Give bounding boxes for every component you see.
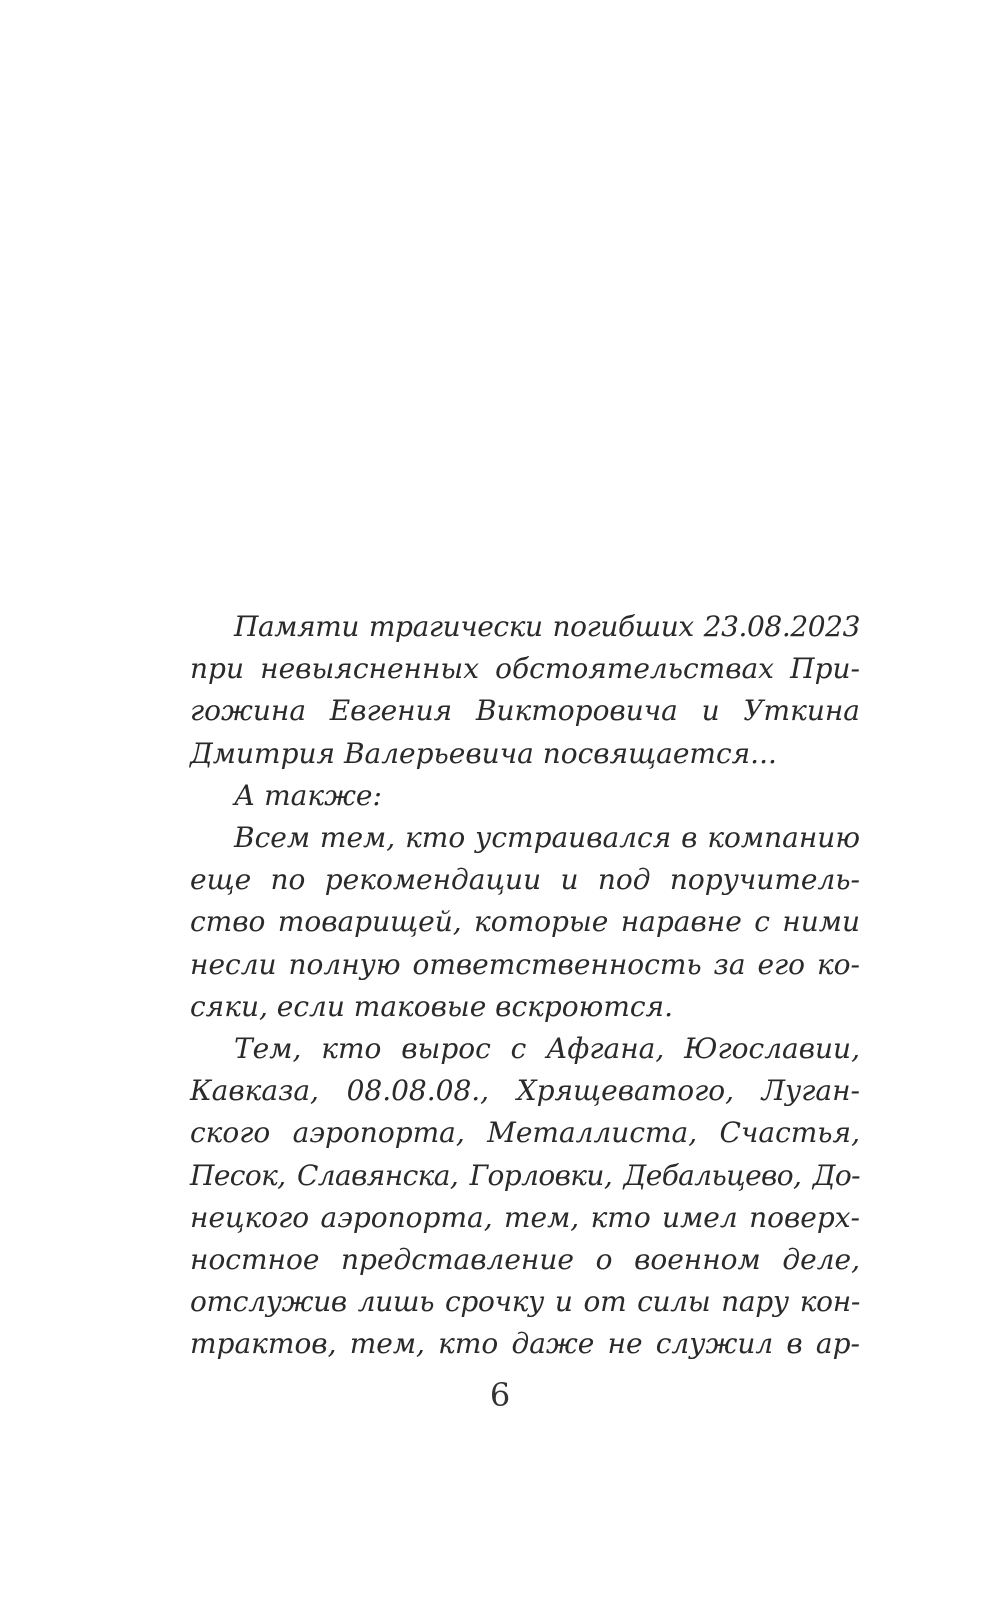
text-line: Тем, кто вырос с Афгана, Югославии, <box>234 1032 860 1066</box>
text-line: еще по рекомендации и под поручитель- <box>190 863 860 897</box>
text-line: Всем тем, кто устраивался в компанию <box>234 821 860 855</box>
text-line: трактов, тем, кто даже не служил в ар- <box>190 1327 860 1361</box>
text-line: ского аэропорта, Металлиста, Счастья, <box>190 1116 860 1150</box>
text-line: нецкого аэропорта, тем, кто имел поверх- <box>190 1200 860 1234</box>
text-line: Песок, Славянска, Горловки, Дебальцево, До- <box>190 1158 860 1192</box>
text-line: при невыясненных обстоятельствах При- <box>190 652 860 686</box>
text-line: сяки, если таковые вскроются. <box>190 989 673 1023</box>
text-line: А также: <box>234 778 382 812</box>
text-line: несли полную ответственность за его ко- <box>190 947 860 981</box>
text-line: гожина Евгения Викторовича и Уткина <box>190 694 860 728</box>
page-number: 6 <box>489 1376 511 1414</box>
text-line: отслужив лишь срочку и от силы пару кон- <box>190 1285 860 1319</box>
text-line: Памяти трагически погибших 23.08.2023 <box>234 610 860 643</box>
text-line: Кавказа, 08.08.08., Хрящеватого, Луган- <box>190 1074 860 1108</box>
text-line: Дмитрия Валерьевича посвящается... <box>190 736 777 770</box>
text-line: ностное представление о военном деле, <box>190 1243 860 1277</box>
text-line: ство товарищей, которые наравне с ними <box>190 905 860 939</box>
dedication-text <box>190 606 860 1366</box>
